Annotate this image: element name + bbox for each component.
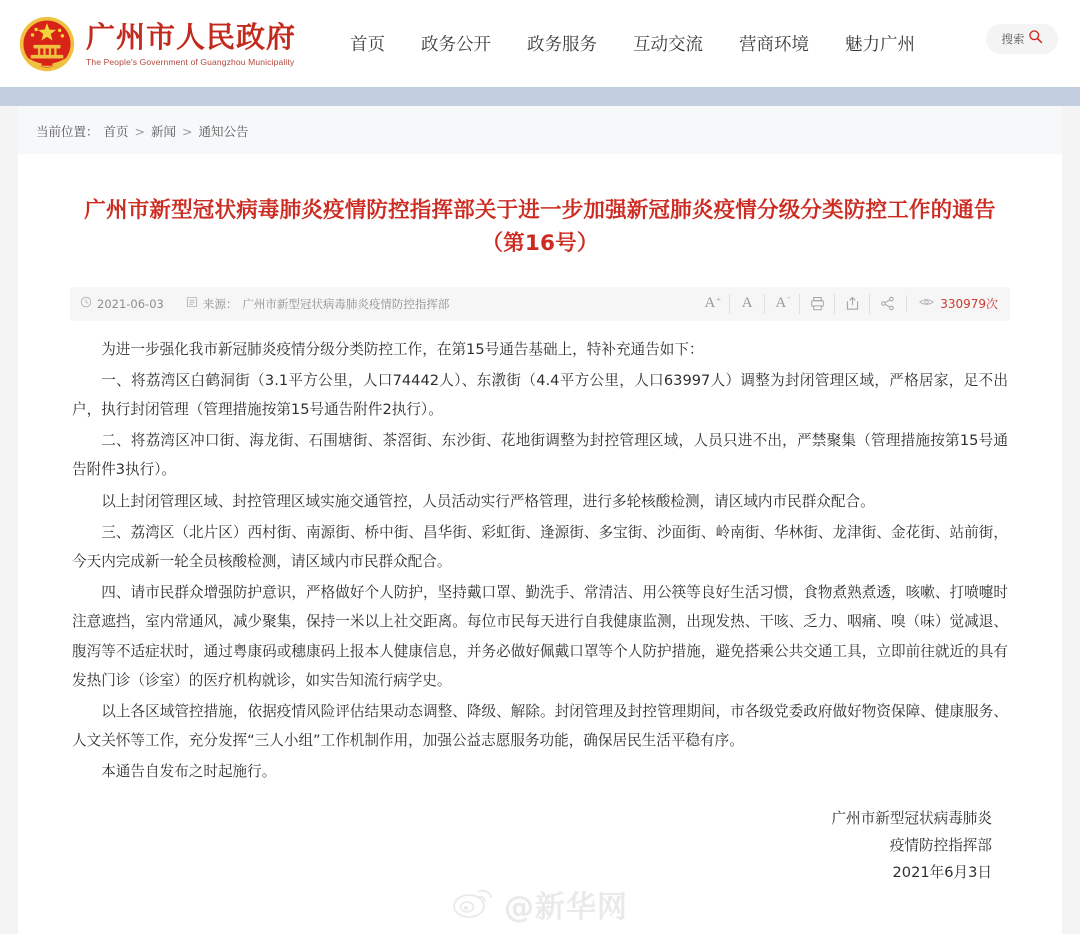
site-title-cn: 广州市人民政府 bbox=[86, 19, 297, 54]
article-paragraph: 三、荔湾区（北片区）西村街、南源街、桥中街、昌华街、彩虹街、逢源街、多宝街、沙面街、岭南街、华林街、龙津街、金花街、站前街，今天内完成新一轮全员核酸检测，请区域内市民群众配合。 bbox=[72, 523, 1008, 570]
site-logo[interactable] bbox=[18, 15, 296, 73]
share-button[interactable] bbox=[869, 294, 904, 314]
article-body bbox=[70, 321, 1010, 888]
article-source bbox=[186, 296, 450, 312]
breadcrumb-bar bbox=[18, 106, 1062, 154]
search-label: 搜索 bbox=[1001, 32, 1025, 46]
article-paragraph: 为进一步强化我市新冠肺炎疫情分级分类防控工作，在第15号通告基础上，特补充通告如下： bbox=[101, 340, 704, 358]
article-container bbox=[18, 154, 1062, 934]
breadcrumb-item-notice[interactable]: 通知公告 bbox=[198, 124, 249, 139]
article-toolbar bbox=[691, 294, 998, 314]
document-icon bbox=[186, 296, 198, 311]
publish-date-text: 2021-06-03 bbox=[97, 296, 164, 311]
view-count-text: 330979次 bbox=[940, 297, 998, 312]
breadcrumb bbox=[36, 122, 1062, 140]
nav-item-affairs-open[interactable]: 政务公开 bbox=[421, 35, 492, 55]
search-icon bbox=[1028, 29, 1043, 49]
breadcrumb-separator: > bbox=[182, 123, 193, 139]
nav-item-interaction[interactable]: 互动交流 bbox=[633, 35, 704, 55]
article-meta-left bbox=[80, 296, 449, 312]
signature-line: 广州市新型冠状病毒肺炎 bbox=[831, 810, 992, 828]
article-signature bbox=[72, 806, 1008, 887]
article-source-label: 来源： bbox=[202, 296, 238, 311]
export-button[interactable] bbox=[834, 294, 869, 314]
header-divider-band bbox=[0, 87, 1080, 106]
nav-item-charming-gz[interactable]: 魅力广州 bbox=[845, 35, 916, 55]
font-normal-button[interactable]: A bbox=[729, 294, 764, 314]
breadcrumb-item-news[interactable]: 新闻 bbox=[151, 124, 177, 139]
nav-item-business-env[interactable]: 营商环境 bbox=[739, 35, 810, 55]
watermark-text: @新华网 bbox=[504, 890, 628, 925]
national-emblem-icon bbox=[18, 15, 76, 73]
view-counter bbox=[906, 295, 998, 312]
clock-icon bbox=[80, 296, 92, 311]
signature-date: 2021年6月3日 bbox=[892, 864, 992, 882]
font-decrease-button[interactable]: A $_-$ bbox=[764, 294, 799, 314]
article-source-text: 广州市新型冠状病毒肺炎疫情防控指挥部 bbox=[242, 296, 450, 311]
nav-item-home[interactable]: 首页 bbox=[350, 35, 386, 55]
site-header bbox=[0, 0, 1080, 87]
main-navigation bbox=[350, 31, 915, 56]
breadcrumb-item-home[interactable]: 首页 bbox=[103, 124, 129, 139]
signature-line: 疫情防控指挥部 bbox=[889, 837, 992, 855]
eye-icon bbox=[919, 296, 934, 311]
nav-item-affairs-service[interactable]: 政务服务 bbox=[527, 35, 598, 55]
article-meta-bar bbox=[70, 287, 1010, 321]
article-paragraph: 本通告自发布之时起施行。 bbox=[101, 763, 277, 781]
font-increase-button[interactable]: A + bbox=[704, 295, 721, 312]
print-button[interactable] bbox=[799, 294, 834, 314]
article-paragraph: 以上各区域管控措施，依据疫情风险评估结果动态调整、降级、解除。封闭管理及封控管理期间，市各级党委政府做好物资保障、健康服务、人文关怀等工作，充分发挥“三人小组”工作机制作用，加强公益志愿服务功能，确保居民生活平稳有序。 bbox=[72, 702, 1008, 750]
watermark bbox=[18, 882, 1062, 926]
breadcrumb-separator: > bbox=[134, 123, 146, 139]
article-paragraph: 四、请市民群众增强防护意识，严格做好个人防护，坚持戴口罩、勤洗手、常清洁、用公筷等良好生活习惯，食物煮熟煮透，咳嗽、打喷嚏时注意遮挡，室内常通风，减少聚集，保持一米以上社交距离。每位市民每天进行自我健康监测，出现发热、干咳、乏力、咽痛、嗅（味）觉减退、腹泻等不适症状时，通过粤康码或穗康码上报本人健康信息，并务必做好佩戴口罩等个人防护措施，避免搭乘公共交通工具，立即前往就近的具有发热门诊（诊室）的医疗机构就诊，如实告知流行病学史。 bbox=[72, 584, 1008, 689]
article-paragraph: 以上封闭管理区域、封控管理区域实施交通管控，人员活动实行严格管理，进行多轮核酸检测，请区域内市民群众配合。 bbox=[101, 492, 875, 510]
search-button[interactable] bbox=[986, 24, 1058, 54]
publish-date bbox=[80, 296, 164, 311]
breadcrumb-prefix: 当前位置： bbox=[36, 124, 99, 139]
page-title: 广州市新型冠状病毒肺炎疫情防控指挥部关于进一步加强新冠肺炎疫情分级分类防控工作的通告（第16号） bbox=[84, 198, 996, 257]
weibo-icon bbox=[452, 885, 496, 924]
article-paragraph: 二、将荔湾区冲口街、海龙街、石围塘街、茶滘街、东沙街、花地街调整为封控管理区域，人员只进不出，严禁聚集（管理措施按第15号通告附件3执行）。 bbox=[72, 432, 1008, 479]
article-paragraph: 一、将荔湾区白鹤洞街（3.1平方公里，人口74442人）、东漖街（4.4平方公里，人口63997人）调整为封闭管理区域，严格居家，足不出户，执行封闭管理（管理措施按第15号通告附件2执行）。 bbox=[72, 371, 1008, 418]
site-title-en: The People's Government of Guangzhou Municipality bbox=[86, 57, 295, 68]
